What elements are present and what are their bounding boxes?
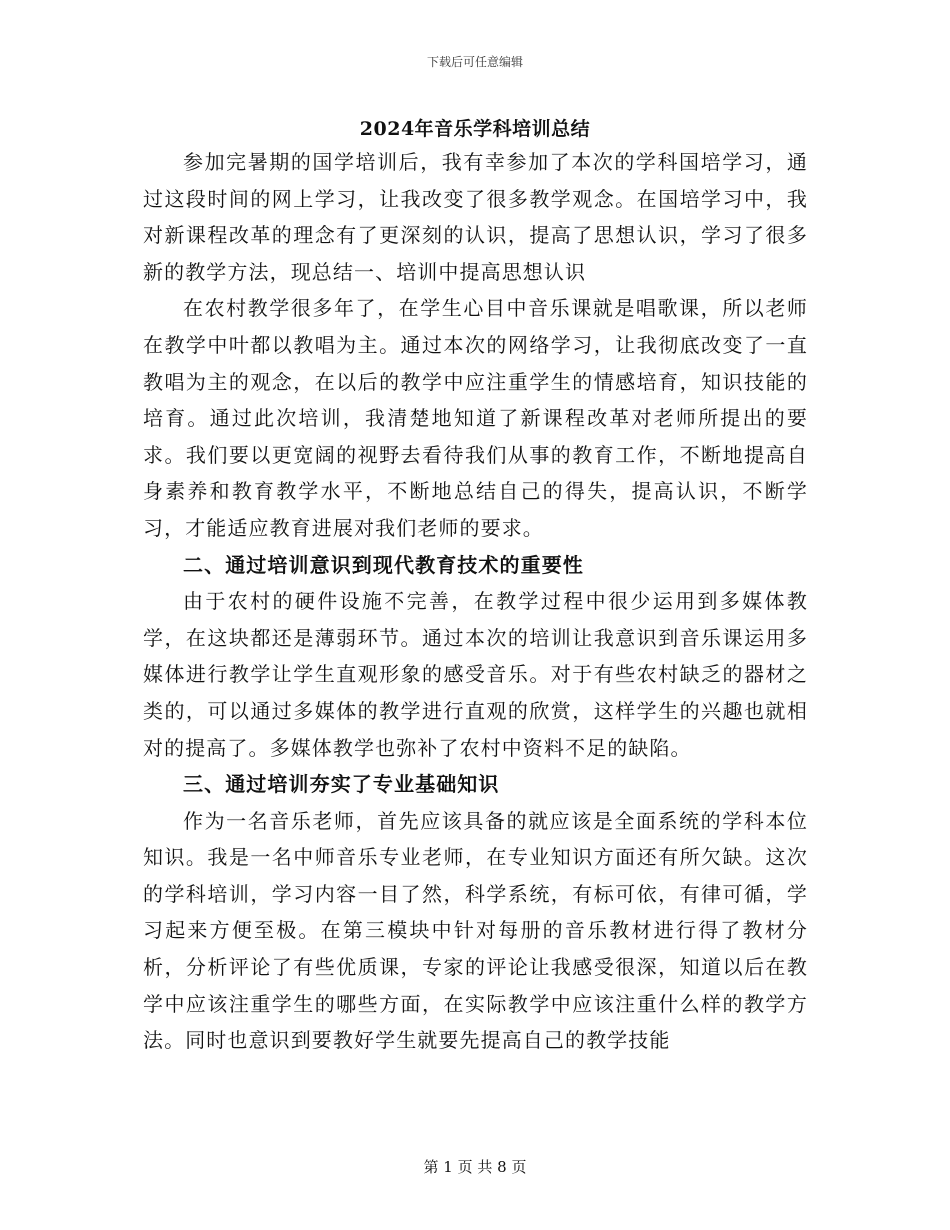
paragraph-multimedia: 由于农村的硬件设施不完善，在教学过程中很少运用到多媒体教学，在这块都还是薄弱环节。通过本次的培训让我意识到音乐课运用多媒体进行教学让学生直观形象的感受音乐。对于有些农村缺乏的器材之类的，可以通过多媒体的教学进行直观的欣赏，这样学生的兴趣也就相对的提高了。多媒体教学也弥补了农村中资料不足的缺陷。 — [143, 589, 808, 760]
section-heading-2: 二、通过培训意识到现代教育技术的重要性 — [183, 552, 584, 577]
page-header: 下载后可任意编辑 — [426, 55, 523, 69]
paragraph-intro: 参加完暑期的国学培训后，我有幸参加了本次的学科国培学习，通过这段时间的网上学习，让我改变了很多教学观念。在国培学习中，我对新课程改革的理念有了更深刻的认识，提高了思想认识，学习了很多新的教学方法，现总结一、培训中提高思想认识 — [143, 150, 808, 284]
paragraph-professional-knowledge: 作为一名音乐老师，首先应该具备的就应该是全面系统的学科本位知识。我是一名中师音乐专业老师，在专业知识方面还有所欠缺。这次的学科培训，学习内容一目了然，科学系统，有标可依，有律可循，学习起来方便至极。在第三模块中针对每册的音乐教材进行得了教材分析，分析评论了有些优质课，专家的评论让我感受很深，知道以后在教学中应该注重学生的哪些方面，在实际教学中应该注重什么样的教学方法。同时也意识到要教好学生就要先提高自己的教学技能 — [143, 808, 808, 1053]
section-heading-3: 三、通过培训夯实了专业基础知识 — [183, 772, 500, 797]
paragraph-rural-teaching: 在农村教学很多年了，在学生心目中音乐课就是唱歌课，所以老师在教学中叶都以教唱为主。通过本次的网络学习，让我彻底改变了一直教唱为主的观念，在以后的教学中应注重学生的情感培育，知识技能的培育。通过此次培训，我清楚地知道了新课程改革对老师所提出的要求。我们要以更宽阔的视野去看待我们从事的教育工作，不断地提高自身素养和教育教学水平，不断地总结自己的得失，提高认识，不断学习，才能适应教育进展对我们老师的要求。 — [143, 296, 808, 540]
document-body — [143, 144, 808, 1059]
document-title: 2024年音乐学科培训总结 — [359, 118, 591, 140]
page-footer: 第 1 页 共 8 页 — [423, 1158, 527, 1176]
